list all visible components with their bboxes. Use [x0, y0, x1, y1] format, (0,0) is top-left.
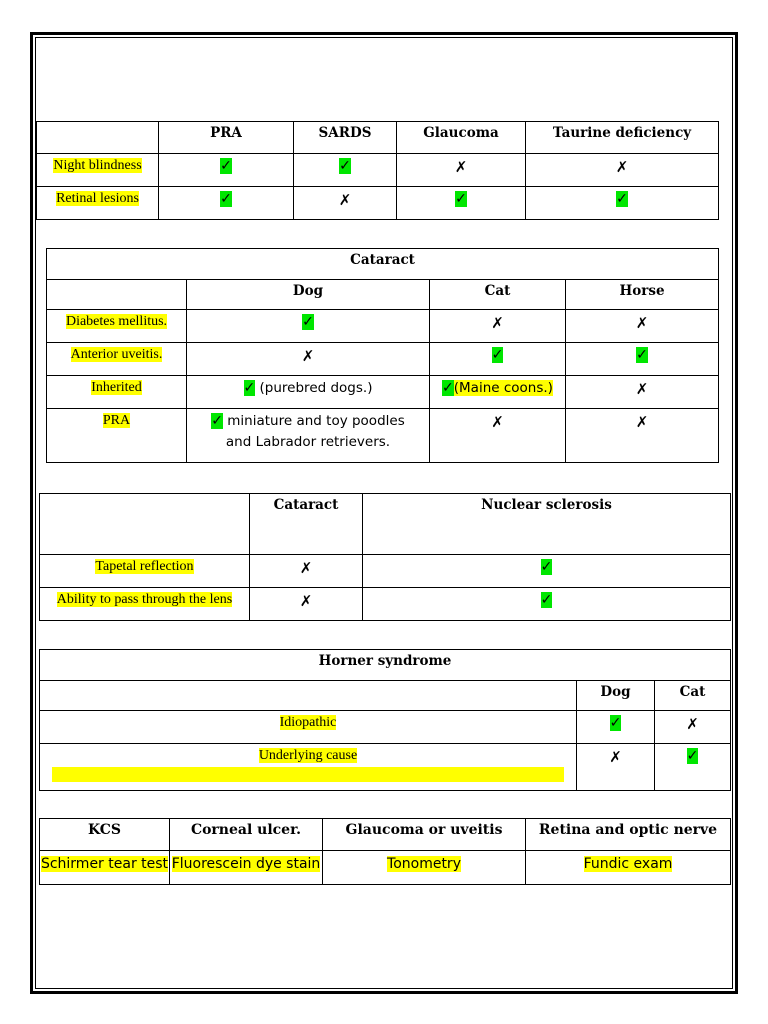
cell: [566, 376, 719, 409]
cell: [397, 187, 526, 220]
cell: [159, 187, 294, 220]
table-retinal-conditions: [36, 121, 719, 220]
col-header-glaucoma-uveitis: Glaucoma or uveitis: [323, 819, 526, 851]
row-label-inherited: Inherited: [47, 376, 187, 409]
test-tonometry: Tonometry: [323, 851, 526, 885]
cell: [397, 154, 526, 187]
cross-mark: ✗: [491, 314, 504, 332]
check-mark: ✓: [609, 715, 622, 731]
table-diagnostic-tests: [39, 818, 731, 885]
cell: [294, 187, 397, 220]
check-mark: ✓: [616, 191, 628, 207]
cross-mark: ✗: [686, 715, 699, 733]
col-header-cat: Cat: [430, 280, 566, 310]
col-header-dog: Dog: [577, 681, 655, 711]
row-label-retinal-lesions: Retinal lesions: [37, 187, 159, 220]
check-mark: ✓: [442, 380, 454, 396]
table-cataract: [46, 248, 719, 463]
check-mark: ✓: [636, 347, 648, 363]
cell: [566, 343, 719, 376]
table-cataract-vs-nuclear-sclerosis: [39, 493, 731, 621]
highlight-bar: [52, 767, 564, 782]
col-header-horse: Horse: [566, 280, 719, 310]
cross-mark: ✗: [491, 413, 504, 431]
row-label-idiopathic: Idiopathic: [40, 711, 577, 744]
cell: [187, 310, 430, 343]
table-title-horner-syndrome: Horner syndrome: [40, 650, 731, 681]
cat-inherited-note: (Maine coons.): [453, 380, 553, 396]
cell: [363, 588, 731, 621]
check-mark: ✓: [540, 559, 553, 575]
cross-mark: ✗: [615, 158, 629, 176]
cross-mark: ✗: [301, 347, 315, 365]
empty-header-cell: [37, 122, 159, 154]
empty-header-cell: [40, 494, 250, 555]
check-mark: ✓: [491, 347, 504, 363]
check-mark: ✓: [220, 158, 232, 174]
row-label-diabetes: Diabetes mellitus.: [47, 310, 187, 343]
cell: [526, 154, 719, 187]
empty-header-cell: [47, 280, 187, 310]
cell: [577, 744, 655, 791]
check-mark: ✓: [339, 158, 351, 174]
col-header-pra: PRA: [159, 122, 294, 154]
cell: [655, 744, 731, 791]
dog-inherited-note: (purebred dogs.): [255, 380, 373, 396]
dog-pra-note-line2: and Labrador retrievers.: [225, 434, 391, 450]
row-label-ability-to-pass: Ability to pass through the lens: [40, 588, 250, 621]
cell: [655, 711, 731, 744]
cross-mark: ✗: [338, 191, 352, 209]
check-mark: ✓: [302, 314, 314, 330]
col-header-glaucoma: Glaucoma: [397, 122, 526, 154]
row-label-underlying-cause: Underlying cause: [40, 744, 577, 791]
cross-mark: ✗: [454, 158, 468, 176]
cell: [187, 409, 430, 463]
cell: [430, 409, 566, 463]
col-header-taurine-deficiency: Taurine deficiency: [526, 122, 719, 154]
cell: [577, 711, 655, 744]
cross-mark: ✗: [299, 559, 313, 577]
cross-mark: ✗: [635, 380, 649, 398]
cross-mark: ✗: [635, 413, 649, 431]
empty-header-cell: [40, 681, 577, 711]
table-horner-syndrome: [39, 649, 731, 791]
col-header-cataract: Cataract: [250, 494, 363, 555]
test-fundic-exam: Fundic exam: [526, 851, 731, 885]
cell: [250, 555, 363, 588]
cell: [566, 310, 719, 343]
cross-mark: ✗: [635, 314, 649, 332]
row-label-tapetal-reflection: Tapetal reflection: [40, 555, 250, 588]
col-header-nuclear-sclerosis: Nuclear sclerosis: [363, 494, 731, 555]
cell: [430, 310, 566, 343]
col-header-cat: Cat: [655, 681, 731, 711]
col-header-kcs: KCS: [40, 819, 170, 851]
cell: [566, 409, 719, 463]
row-label-night-blindness: Night blindness: [37, 154, 159, 187]
check-mark: ✓: [540, 592, 553, 608]
cell: [526, 187, 719, 220]
cell: [363, 555, 731, 588]
test-schirmer: Schirmer tear test: [40, 851, 170, 885]
col-header-retina-optic-nerve: Retina and optic nerve: [526, 819, 731, 851]
cell: [159, 154, 294, 187]
col-header-dog: Dog: [187, 280, 430, 310]
cell: [250, 588, 363, 621]
check-mark: ✓: [220, 191, 232, 207]
cell: [187, 343, 430, 376]
check-mark: ✓: [686, 748, 699, 764]
col-header-corneal-ulcer: Corneal ulcer.: [170, 819, 323, 851]
table-title-cataract: Cataract: [47, 249, 719, 280]
cross-mark: ✗: [609, 748, 622, 766]
dog-pra-note-line1: miniature and toy poodles: [222, 413, 405, 429]
cross-mark: ✗: [299, 592, 313, 610]
cell: [430, 343, 566, 376]
cell: [430, 376, 566, 409]
test-fluorescein: Fluorescein dye stain: [170, 851, 323, 885]
check-mark: ✓: [455, 191, 467, 207]
check-mark: ✓: [211, 413, 223, 429]
row-label-pra: PRA: [47, 409, 187, 463]
check-mark: ✓: [243, 380, 256, 396]
cell: [187, 376, 430, 409]
cell: [294, 154, 397, 187]
row-label-anterior-uveitis: Anterior uveitis.: [47, 343, 187, 376]
col-header-sards: SARDS: [294, 122, 397, 154]
